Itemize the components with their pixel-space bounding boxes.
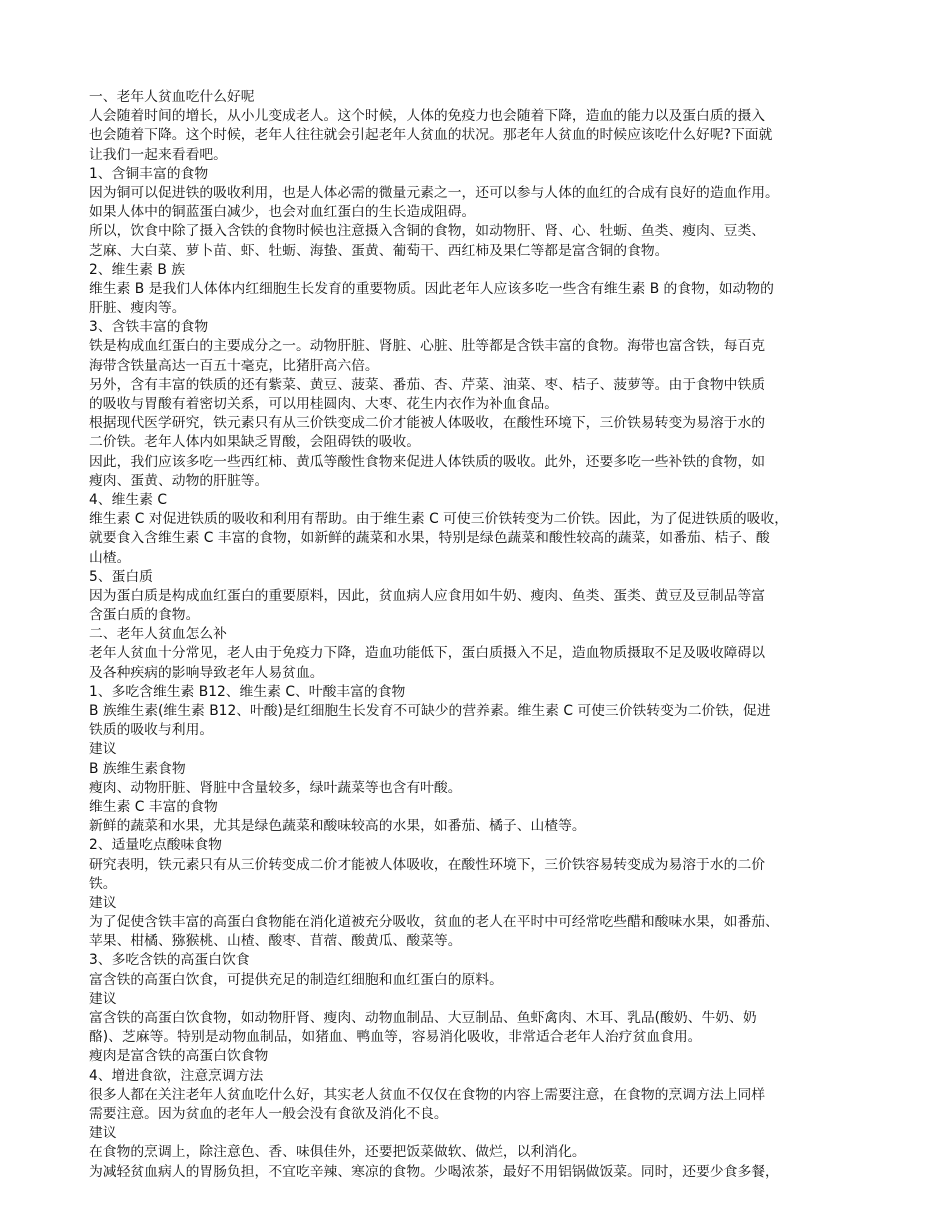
- text-line: 2、适量吃点酸味食物: [89, 837, 222, 854]
- text-line: 海带含铁量高达一百五十毫克，比猪肝高六倍。: [89, 357, 379, 374]
- text-line: 3、多吃含铁的高蛋白饮食: [89, 952, 250, 969]
- text-line: 为了促使含铁丰富的高蛋白食物能在消化道被充分吸收，贫血的老人在平时中可经常吃些醋和酸味水果，如番茄、: [89, 914, 779, 931]
- text-line: 瘦肉是富含铁的高蛋白饮食物: [89, 1048, 269, 1065]
- text-line: 2、维生素 B 族: [89, 261, 185, 278]
- text-line: 铁。: [89, 875, 117, 892]
- text-line: 一、老年人贫血吃什么好呢: [89, 89, 255, 105]
- text-line: 建议: [89, 990, 117, 1007]
- text-line: 铁质的吸收与利用。: [89, 722, 214, 739]
- text-line: 二、老年人贫血怎么补: [89, 626, 227, 643]
- text-line: 因为蛋白质是构成血红蛋白的重要原料，因此，贫血病人应食用如牛奶、瘦肉、鱼类、蛋类、黄豆及豆制品等富: [89, 587, 766, 604]
- text-line: 维生素 C 对促进铁质的吸收和利用有帮助。由于维生素 C 可使三价铁转变为二价铁。因此，为了促进铁质的吸收，: [89, 511, 789, 528]
- text-line: B 族维生素食物: [89, 760, 186, 777]
- text-line: 另外，含有丰富的铁质的还有紫菜、黄豆、菠菜、番茄、杏、芹菜、油菜、枣、桔子、菠萝等。由于食物中铁质: [89, 376, 766, 393]
- text-line: 的吸收与胃酸有着密切关系，可以用桂圆肉、大枣、花生内衣作为补血食品。: [89, 396, 559, 412]
- text-line: 建议: [89, 1125, 117, 1142]
- text-line: 含蛋白质的食物。: [89, 607, 200, 624]
- text-line: 山楂。: [89, 549, 131, 566]
- text-line: 5、蛋白质: [89, 568, 153, 585]
- text-line: 如果人体中的铜蓝蛋白减少，也会对血红蛋白的生长造成阻碍。: [89, 204, 476, 221]
- text-line: 在食物的烹调上，除注意色、香、味俱佳外，还要把饭菜做软、做烂，以利消化。: [89, 1144, 586, 1161]
- text-line: 新鲜的蔬菜和水果，尤其是绿色蔬菜和酸味较高的水果，如番茄、橘子、山楂等。: [89, 818, 586, 835]
- text-line: 4、维生素 C: [89, 491, 167, 508]
- text-line: 因此，我们应该多吃一些西红柿、黄瓜等酸性食物来促进人体铁质的吸收。此外，还要多吃一些补铁的食物，如: [89, 453, 766, 470]
- text-line: 1、多吃含维生素 B12、维生素 C、叶酸丰富的食物: [89, 683, 406, 700]
- text-line: 让我们一起来看看吧。: [89, 146, 227, 163]
- text-line: 也会随着下降。这个时候，老年人往往就会引起老年人贫血的状况。那老年人贫血的时候应该吃什么好呢?下面就: [89, 127, 773, 144]
- text-line: 肝脏、瘦肉等。: [89, 300, 186, 317]
- text-line: 需要注意。因为贫血的老年人一般会没有食欲及消化不良。: [89, 1105, 448, 1122]
- text-line: 维生素 C 丰富的食物: [89, 798, 218, 815]
- text-line: 维生素 B 是我们人体体内红细胞生长发育的重要物质。因此老年人应该多吃一些含有维生素 B 的食物，如动物的: [89, 280, 774, 297]
- text-line: 铁是构成血红蛋白的主要成分之一。动物肝脏、肾脏、心脏、肚等都是含铁丰富的食物。海带也富含铁，每百克: [89, 338, 766, 355]
- text-line: 为减轻贫血病人的胃肠负担，不宜吃辛辣、寒凉的食物。少喝浓茶，最好不用铝锅做饭菜。同时，还要少食多餐，: [89, 1163, 779, 1180]
- text-line: 就要食入含维生素 C 丰富的食物，如新鲜的蔬菜和水果，特别是绿色蔬菜和酸性较高的蔬菜，如番茄、桔子、酸: [89, 530, 770, 547]
- text-line: 研究表明，铁元素只有从三价转变成二价才能被人体吸收，在酸性环境下，三价铁容易转变成为易溶于水的二价: [89, 856, 766, 873]
- text-line: 人会随着时间的增长，从小儿变成老人。这个时候，人体的免疫力也会随着下降，造血的能力以及蛋白质的摄入: [89, 108, 766, 125]
- text-line: 所以，饮食中除了摄入含铁的食物时候也注意摄入含铜的食物，如动物肝、肾、心、牡蛎、鱼类、瘦肉、豆类、: [89, 223, 766, 240]
- text-line: 1、含铜丰富的食物: [89, 165, 209, 182]
- text-line: 4、增进食欲，注意烹调方法: [89, 1067, 264, 1084]
- text-line: 老年人贫血十分常见，老人由于免疫力下降，造血功能低下，蛋白质摄入不足，造血物质摄取不足及吸收障碍以: [89, 645, 766, 662]
- text-line: 因为铜可以促进铁的吸收利用，也是人体必需的微量元素之一，还可以参与人体的血红的合成有良好的造血作用。: [89, 184, 779, 201]
- text-line: B 族维生素(维生素 B12、叶酸)是红细胞生长发育不可缺少的营养素。维生素 C 可使三价铁转变为二价铁，促进: [89, 703, 771, 719]
- text-line: 3、含铁丰富的食物: [89, 319, 209, 336]
- document-body: [89, 88, 861, 1182]
- text-line: 很多人都在关注老年人贫血吃什么好，其实老人贫血不仅仅在食物的内容上需要注意，在食物的烹调方法上同样: [89, 1086, 766, 1103]
- text-line: 根据现代医学研究，铁元素只有从三价铁变成二价才能被人体吸收，在酸性环境下，三价铁易转变为易溶于水的: [89, 415, 766, 432]
- text-line: 及各种疾病的影响导致老年人易贫血。: [89, 664, 324, 681]
- text-line: 瘦肉、蛋黄、动物的肝脏等。: [89, 472, 269, 489]
- text-line: 酪)、芝麻等。特别是动物血制品，如猪血、鸭血等，容易消化吸收，非常适合老年人治疗贫血食用。: [89, 1029, 702, 1046]
- text-line: 建议: [89, 894, 117, 911]
- text-line: 瘦肉、动物肝脏、肾脏中含量较多，绿叶蔬菜等也含有叶酸。: [89, 779, 462, 796]
- text-line: 芝麻、大白菜、萝卜苗、虾、牡蛎、海蛰、蛋黄、葡萄干、西红柿及果仁等都是富含铜的食物。: [89, 242, 669, 259]
- text-line: 苹果、柑橘、猕猴桃、山楂、酸枣、苜蓿、酸黄瓜、酸菜等。: [89, 933, 462, 950]
- text-line: 富含铁的高蛋白饮食物，如动物肝肾、瘦肉、动物血制品、大豆制品、鱼虾禽肉、木耳、乳品(酸奶、牛奶、奶: [89, 1010, 757, 1026]
- text-line: 建议: [89, 741, 117, 758]
- text-line: 二价铁。老年人体内如果缺乏胃酸，会阻碍铁的吸收。: [89, 434, 421, 451]
- text-line: 富含铁的高蛋白饮食，可提供充足的制造红细胞和血红蛋白的原料。: [89, 971, 503, 988]
